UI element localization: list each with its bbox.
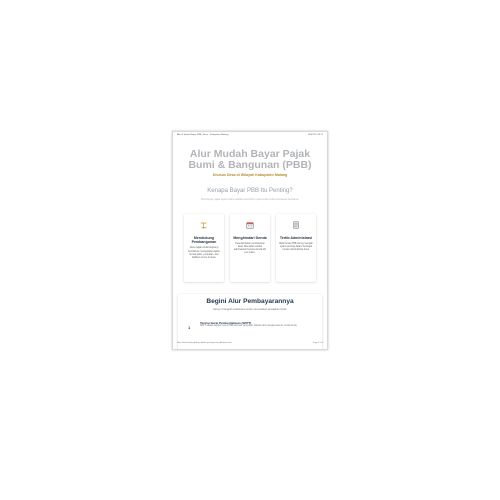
card-title: Mendukung Pembangunan [191, 236, 217, 245]
step-item [188, 321, 312, 333]
construction-icon [200, 221, 208, 229]
card-description: Keterlambatan pembayaran akan dikenakan sanksi administrasi berupa denda 2% per bulan. [233, 242, 267, 255]
step-number: 1 [188, 325, 191, 330]
page-number: Page 1 of 4 [312, 342, 323, 344]
importance-title: Kenapa Bayar PBB Itu Penting? [207, 188, 293, 194]
benefit-cards [184, 214, 316, 282]
print-footer-url: https://www.malangkab.go.id/alur-pembayaran-pbb-desa.html [177, 342, 232, 344]
card-description: Dana pajak Anda langsung kembali ke masyarakat dalam bentuk jalan, jembatan, dan fasilitas umum di desa. [188, 246, 220, 259]
card-title: Menghindari Denda [233, 236, 267, 240]
step-title: Terima Surat Pemberitahuan (SPPT) [200, 321, 252, 325]
benefit-card [276, 214, 316, 282]
benefit-card [184, 214, 224, 282]
document-page [172, 131, 328, 350]
step-description: SPPT adalah tagihan resmi PBB tahunan yang akan diantar oleh petugas desa ke rumah Anda. [200, 325, 298, 327]
calendar-icon [246, 221, 254, 229]
print-header [177, 134, 323, 139]
importance-description: Membayar pajak tepat waktu adalah kontribusi nyata Anda untuk kemajuan bersama. [201, 198, 299, 201]
steps-title: Begini Alur Pembayarannya [206, 298, 294, 305]
card-description: Bukti lunas PBB sering menjadi syarat penting dalam berbagai urusan administrasi desa. [279, 242, 313, 252]
page-title: Alur Mudah Bayar Pajak Bumi & Bangunan (PBB) [188, 148, 312, 171]
card-title: Tertib Administrasi [279, 236, 313, 240]
document-icon [292, 221, 300, 229]
benefit-card [230, 214, 270, 282]
print-header-date: 19/07/25, 08.17 [307, 134, 323, 136]
steps-description: Hanya 4 langkah sederhana untuk menunaikan kewajiban Anda. [213, 308, 287, 311]
print-header-title: Alur & Syarat Bayar PBB | Desa - Kabupaten Malang [177, 134, 229, 136]
page-subtitle: Khusus Desa di Wilayah Kabupaten Malang [212, 173, 288, 177]
print-footer [177, 342, 323, 347]
